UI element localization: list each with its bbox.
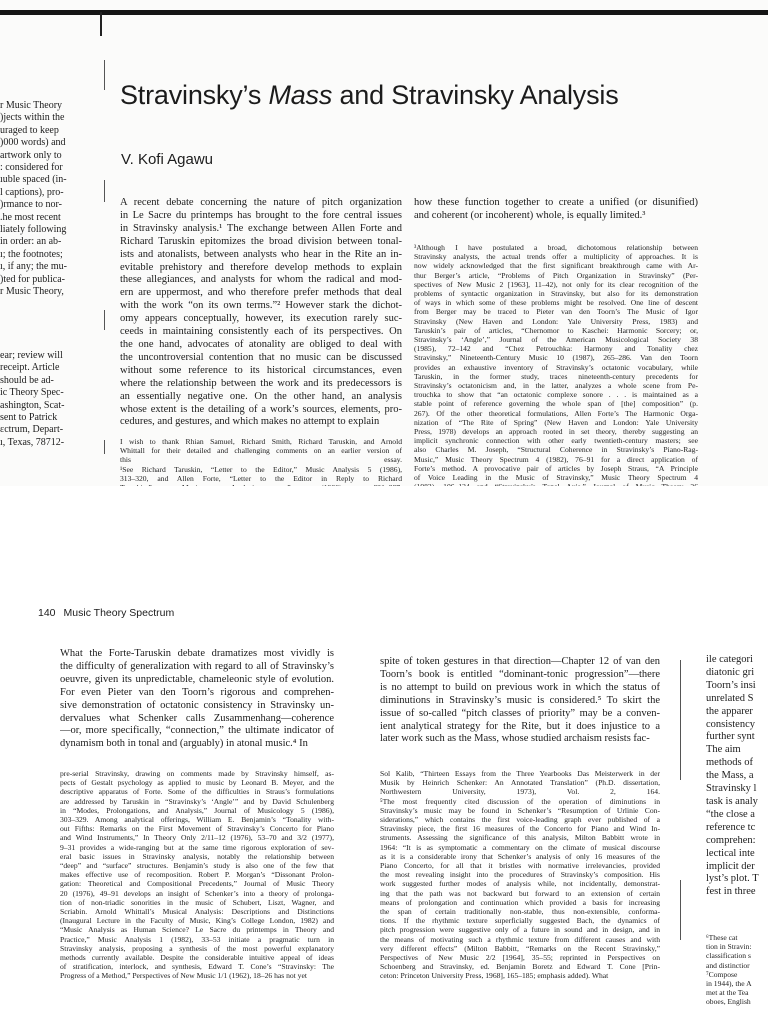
running-head — [38, 607, 174, 619]
body-line: with the work “on its own terms.”² However stark the dichot- — [120, 300, 402, 312]
fragment-line: ı, if any; the mu- — [0, 261, 67, 273]
footnote-line: ¹See Richard Taruskin, “Letter to the Editor,” Music Analysis 5 (1986), — [120, 464, 402, 474]
footnote-line: Stravinsky analysts, the actual trends offer a multiplicity of approaches. It is — [414, 252, 698, 262]
footnote-line: work suggested further modes of analysis while, not incidentally, demonstrat- — [380, 879, 660, 889]
footnote-line: pre-serial Stravinsky, drawing on comments made by Stravinsky himself, as- — [60, 769, 334, 778]
fragment-line: further synt — [706, 731, 755, 743]
article-author: V. Kofi Agawu — [121, 151, 214, 168]
footnote-line: Stravinsky analysis, proposing a synthesis of the most powerful explanatory — [60, 943, 334, 953]
body-line: the difficulty of generalization with regard to all of Stravinsky’s — [60, 660, 334, 672]
body-line: in Stravinsky analysis.¹ The exchange between Allen Forte and — [120, 222, 402, 234]
fragment-line: r Music Theory, — [0, 286, 64, 298]
article-title: Stravinsky’s Mass and Stravinsky Analysis — [120, 80, 619, 110]
top-rule — [0, 10, 768, 15]
footnote-line: problems of syntactic organization in Stravinsky, but also for its demonstration — [414, 289, 698, 299]
footnote-line: Forte’s method. A provocative pair of articles by Joseph Straus, “A Principle — [414, 463, 698, 473]
body-line: issue of so-called “pitch classes of priority” may be a conven- — [380, 707, 660, 719]
footnote-line: descriptive apparatus of Forte. Some of the difficulties in Straus’s formulations — [60, 787, 334, 797]
footnote-line: means of prolongation and continuation which provided a basis for increasing — [380, 897, 660, 907]
margin-mark — [104, 60, 105, 90]
fragment-line: uraged to keep — [0, 124, 59, 136]
body-line: —or, more specifically, “connection,” the ultimate indicator of — [60, 725, 334, 737]
fragment-line: : considered for — [0, 162, 63, 174]
body-line: omy appears conceptually, however, its execution rarely suc- — [120, 313, 402, 325]
footnote-line: siderations,” which contains the first voice-leading graph ever published of a — [380, 815, 660, 825]
fragment-line: ashington, Scat- — [0, 399, 65, 411]
footnote-line: eral basic issues in Stravinsky analysis, notably the relationship between — [60, 851, 334, 861]
footnote-line: Stravinsky’s octatonicism and, in the latter, analyzes a whole scene from Pe- — [414, 381, 698, 391]
body-line: is no attempt to build on previous work in which the status of — [380, 681, 660, 693]
fragment-line: Stravinsky l — [706, 783, 757, 795]
footnote-line: thur Berger’s article, “Problems of Pitch Organization in Stravinsky” (Per- — [414, 270, 698, 280]
fragment-line: )000 words) and — [0, 137, 66, 149]
footnote-line: Stravinsky (New Haven and London: Yale University Press, 1983) and — [414, 316, 698, 326]
body-line: ern are uppermost, and who therefore prefer methods that deal — [120, 287, 402, 299]
footnote-line: Progress of a Method,” Perspectives of New Music 1/1 (1962), 18–26 has not yet — [60, 971, 307, 981]
fragment-line: r Music Theory — [0, 100, 63, 111]
body-line: For even Pieter van den Toorn’s rigorous and comprehen- — [60, 686, 334, 698]
fragment-line: ıuble spaced (in- — [0, 174, 67, 186]
footnote-line: spectives of New Music 2 [1963], 11–42), not only for its clear recognition of the — [414, 279, 698, 289]
fragment-line: and distinctior — [706, 960, 750, 970]
page-number: 140 — [38, 607, 56, 619]
body-line: whose extent is the detailing of a work’s sources, elements, pro- — [120, 403, 402, 415]
bottom-col1-body — [60, 648, 334, 751]
fragment-line: )jects within the — [0, 112, 65, 124]
body-line: cedures, and gestures, and which makes no attempt to explain — [120, 416, 380, 428]
footnote-line: (1985), 72–142 and “Chez Petrouchka: Harmony and Tonality chez — [414, 344, 698, 354]
fragment-line: “the close a — [706, 808, 755, 820]
footnote-line: out Fifths: Remarks on the First Movement of Stravinsky’s Concerto for Piano — [60, 824, 334, 834]
margin-mark — [104, 180, 105, 202]
footnote-line: are addressed by Taruskin in “Stravinsky’s ‘Angle’” and by David Schulenberg — [60, 796, 334, 806]
fragment-line: ear; review will — [0, 350, 63, 361]
fragment-line: ı, Texas, 78712- — [0, 436, 65, 448]
footnote-line: the span of certain traditionally non-stable, thus non-extensible, conforma- — [380, 907, 660, 917]
body-line: these allegiances, and analysts for whom the radical and mod- — [120, 274, 402, 286]
fragment-line: ⁶These cat — [706, 933, 738, 942]
margin-mark — [680, 660, 681, 780]
body-line: where the relationship between the work and its predecessors is — [120, 377, 402, 389]
footnote-line: “deep” and “surface” structures. Benjamin’s study is also one of the few that — [60, 861, 334, 871]
footnote-line: as it is a considerable irony that Schenker’s analysis of only 16 measures of the — [380, 851, 660, 861]
top-col1-body — [120, 197, 402, 429]
fragment-line: oboes, English — [706, 997, 751, 1007]
footnote-line: 9–31 provides a wide-ranging but at the same time rigorous exploration of sev- — [60, 842, 334, 852]
fragment-line: diatonic gri — [706, 666, 755, 678]
fragment-line: implicit der — [706, 860, 755, 872]
footnote-line: Northwestern University, 1973), Vol. 2, 164. — [380, 787, 660, 797]
right-page-fragment-body — [706, 654, 768, 899]
body-line: dynamism both in tonal and (arguably) in atonal music.⁴ In — [60, 738, 308, 750]
body-line: sive demonstration of octatonic consistency in Stravinsky un- — [60, 699, 334, 711]
footnote-line: 20 (1976), 49–91 develops an insight of Schenker’s into a theory of prolonga- — [60, 888, 334, 898]
footnote-line: trouchka to show that “an octatonic complexe sonore . . . is maintained as a — [414, 390, 698, 400]
body-line: the one hand, advocates of atonality are obliged to deal with — [120, 338, 402, 350]
fragment-line: should be ad- — [0, 374, 54, 386]
footnote-line: tion of non-triadic sonorities in the music of Schubert, Liszt, Wagner, and — [60, 897, 334, 907]
fragment-line: in 1944), the A — [706, 979, 752, 989]
footnote-line: in “Modes, Prolongations, and Analysis,” Journal of Musicology 5 (1986), — [60, 805, 334, 815]
footnote-line: from Berger may be traced to Pieter van den Toorn’s The Music of Igor — [414, 307, 698, 317]
fragment-line: ic Theory Spec- — [0, 387, 64, 399]
fragment-line: comprehen: — [706, 834, 756, 846]
footnote-line: pects of Gestalt psychology as applied to music by Leonard B. Meyer, and the — [60, 778, 334, 788]
body-line: how these function together to create a unified (or disunified) — [414, 197, 698, 208]
body-line: the uncontroversial contention that no music can be discussed — [120, 351, 402, 363]
footnote-line: of Voice Leading in the Music of Stravinsky,” Music Theory Spectrum 4 — [414, 473, 698, 483]
footnote-line: Musik by Heinrich Schenker: An Annotated Translation” (Ph.D. dissertation, — [380, 778, 660, 788]
body-line: What the Forte-Taruskin debate dramatizes most vividly is — [60, 648, 334, 659]
footnote-line: of ways in which some of these problems might be resolved. One line of descent — [414, 298, 698, 308]
footnote-line: ⁵The most frequently cited discussion of the operation of diminutions in — [380, 796, 660, 806]
footnote-line: Practice,” Music Analysis 1 (1982), 33–53 initiate a pragmatic turn in — [60, 934, 334, 944]
body-line: A recent debate concerning the nature of pitch organization — [120, 197, 402, 208]
footnote-line: 313–320, and Allen Forte, “Letter to the Editor in Reply to Richard — [120, 473, 402, 483]
footnote-line: Schoenberg and Stravinsky, ed. Benjamin Boretz and Edward T. Cone [Prin- — [380, 962, 660, 972]
footnote-line: tions. If the rhythmic texture superficially suggested Bach, the dynamics of — [380, 916, 660, 926]
footnote-line: Whittall for their detailed and challenging comments on an earlier version of — [120, 446, 402, 456]
footnote-line: Perspectives of New Music 2/2 [1964], 35–55; reprinted in Perspectives on — [380, 953, 660, 963]
body-line: ists and atonalists, between analysts who hear in the Rite an in- — [120, 248, 402, 260]
footnote-line: “Music Analysis as Human Science? Le Sacre du printemps in Theory and — [60, 925, 334, 935]
body-line: later work such as the Mass, whose studied archaism resists fac- — [380, 733, 650, 745]
fragment-line: tion in Stravin: — [706, 942, 752, 952]
footnote-line: Sol Kalib, “Thirteen Essays from the Three Yearbooks Das Meisterwerk in der — [380, 769, 660, 778]
footnote-line: ing that the path was not backward but forward to an extension of certain — [380, 888, 660, 898]
left-page-fragment-2 — [0, 350, 92, 449]
footnote-line: 1964: “It is as symptomatic a commentary on the climate of musical discourse — [380, 842, 660, 852]
footnote-line: 267). Of the other theoretical formulations, Allen Forte’s The Harmonic Orga- — [414, 408, 698, 418]
footnote-line: 303–329. Among analytical offerings, William E. Benjamin’s “Tonality with- — [60, 815, 334, 825]
footnote-line: gation: Theoretical and Compositional Precedents,” Journal of Music Theory — [60, 879, 334, 889]
fragment-line: artwork only to — [0, 149, 62, 161]
fragment-line: liately following — [0, 224, 67, 236]
fragment-line: the Mass, a — [706, 770, 754, 782]
margin-mark — [104, 310, 105, 330]
left-page-fragment-1 — [0, 100, 92, 299]
footnote-line: struments. Assessing the significance of this analysis, Milton Babbitt wrote in — [380, 833, 660, 843]
fragment-line: in order: an ab- — [0, 236, 62, 248]
footnote-line: Music,” Music Theory Spectrum 4 (1982), 76–91 for a direct application of — [414, 454, 698, 464]
footnote-line: the most revealing insight into the procedures of Stravinsky’s composition. His — [380, 870, 660, 880]
fragment-line: the apparer — [706, 705, 753, 717]
fragment-line: classification s — [706, 951, 751, 961]
fragment-line: ı; the footnotes; — [0, 248, 63, 260]
fragment-line: ɛctrum, Depart- — [0, 424, 64, 436]
footnote-line: I wish to thank Rhian Samuel, Richard Smith, Richard Taruskin, and Arnold — [120, 437, 402, 446]
body-line: in Le Sacre du printemps has brought to the fore central issues — [120, 209, 402, 221]
body-line: and coherent (or incoherent) whole, is equally limited.³ — [414, 209, 646, 221]
body-line: Richard Taruskin epitomizes the broad division between tonal- — [120, 235, 402, 247]
fragment-line: l captions), pro- — [0, 186, 64, 198]
footnote-line: also Charles M. Joseph, “Structural Coherence in Stravinsky’s Piano-Rag- — [414, 445, 698, 455]
margin-mark — [680, 880, 681, 940]
footnote-line: the means of motivating such a rhythmic texture from different causes and with — [380, 934, 660, 944]
footnote-line: Taruskin’s pair of articles, “Chernomor to Kaschei: Harmonic Sorcery; or, — [414, 325, 698, 335]
top-col2-body — [414, 197, 698, 223]
footnote-line: of stratification, interlock, and synthesis, Edward T. Cone’s “Stravinsky: The — [60, 962, 334, 972]
fragment-line: receipt. Article — [0, 362, 60, 374]
footnote-line: nization of “The Rite of Spring” (New Haven and London: Yale University — [414, 417, 698, 427]
body-line: ient analytical strategy for the Rite, but it does injustice to a — [380, 720, 660, 732]
body-line: spite of token gestures in that direction—Chapter 12 of van den — [380, 656, 660, 667]
bottom-col2-footnotes — [380, 769, 660, 981]
footnote-line: Stravinsky piece, the first 16 measures of the Concerto for Piano and Wind In- — [380, 824, 660, 834]
footnote-line: ³Although I have postulated a broad, dichotomous relationship between — [414, 243, 698, 252]
page-divider — [0, 486, 768, 514]
fragment-line: fest in three — [706, 886, 756, 898]
margin-mark — [104, 440, 105, 454]
body-line: evitable prehistory and therefore develop methods to explain — [120, 261, 402, 273]
footnote-line: Stravinsky’s ‘Angle’,” Journal of the American Musicological Society 38 — [414, 335, 698, 345]
fragment-line: sent to Patrick — [0, 412, 58, 424]
footnote-line: Scriabin. Arnold Whittall’s Musical Analysis: Descriptions and Distinctions — [60, 907, 334, 917]
fragment-line: Toorn’s insi — [706, 679, 756, 691]
footnote-line: (Inaugural Lecture in the Faculty of Music, King’s College London, 1982) and — [60, 916, 334, 926]
footnote-line: Stravinsky,” Nineteenth-Century Music 10 (1987), 265–286. Van den Toorn — [414, 353, 698, 363]
fragment-line: task is analy — [706, 795, 758, 807]
fragment-line: )ted for publica- — [0, 273, 65, 285]
footnote-line: ceton: Princeton University Press, 1968], 165–185; emphasis added). What — [380, 971, 609, 981]
journal-name: Music Theory Spectrum — [63, 607, 175, 619]
fragment-line: ile categori — [706, 654, 753, 665]
fragment-line: reference tc — [706, 821, 756, 833]
fragment-line: .he most recent — [0, 211, 61, 223]
body-line: Toorn’s book is entitled “dominant-tonic progression”—there — [380, 668, 660, 680]
fragment-line: unrelated S — [706, 692, 754, 704]
footnote-line: Piano Concerto, for all that it bristles with normative irrelevancies, provided — [380, 861, 660, 871]
top-col2-footnotes — [414, 243, 698, 501]
footnote-line: Taruskin, in the former study, traces nineteenth-century precedents for — [414, 371, 698, 381]
rule-tick-mark — [100, 12, 102, 36]
fragment-line: lectical inte — [706, 847, 755, 859]
fragment-line: )rmance to nor- — [0, 199, 62, 211]
footnote-line: Stravinsky’s music may be found in Schenker’s “Resumption of Urlinie Con- — [380, 805, 660, 815]
bottom-col1-footnotes — [60, 769, 334, 981]
footnote-line: implicit synchronic connection with other early twentieth-century masters; see — [414, 436, 698, 446]
fragment-line: consistency — [706, 718, 755, 730]
fragment-line: ⁷Compose — [706, 969, 738, 979]
footnote-line: provides an exhaustive inventory of Stravinsky’s octatonic vocabulary, while — [414, 362, 698, 372]
fragment-line: met at the Tea — [706, 988, 749, 998]
footnote-line: Press, 1978) develops an approach rooted in set theory, thereby suggesting an — [414, 427, 698, 437]
body-line: diminutions in Stravinsky’s music is considered.⁵ To skirt the — [380, 694, 660, 706]
body-line: dervalues what Schenker calls Zusammenhang—coherence — [60, 712, 334, 724]
footnote-line: very different effects” (Milton Babbitt, “Remarks on the Recent Stravinsky,” — [380, 943, 660, 953]
footnote-line: and Wind Instruments,” In Theory Only 2/11–12 (1976), 53–70 and 3/2 (1977), — [60, 833, 334, 843]
footnote-line: this essay. — [120, 455, 402, 465]
footnote-line: methods currently available. Despite the considerable intuitive appeal of ideas — [60, 953, 334, 963]
body-line: an essentially negative one. On the other hand, an analysis — [120, 390, 402, 402]
bottom-col2-body — [380, 656, 660, 746]
right-page-fragment-notes — [706, 933, 768, 1007]
footnote-line: makes effective use of recomposition. Robert P. Morgan’s “Dissonant Prolon- — [60, 870, 334, 880]
body-line: oeuvre, given its unpredictable, chameleonic style of evolution. — [60, 673, 334, 685]
fragment-line: lyst’s plot. T — [706, 873, 759, 885]
fragment-line: The aim — [706, 744, 741, 756]
footnote-line: now widely acknowledged that the first significant breakthrough came with Ar- — [414, 261, 698, 271]
footnote-line: stable point of reference governing the whole span of [the] composition” (p. — [414, 399, 698, 409]
footnote-line: pitch progression were suggestive only of a future in sound and in design, and in — [380, 925, 660, 935]
body-line: ceeds in maintaining consistently each of its perspectives. On — [120, 326, 402, 338]
body-line: without some reference to its historical circumstances, even — [120, 364, 402, 376]
fragment-line: methods of — [706, 757, 753, 769]
